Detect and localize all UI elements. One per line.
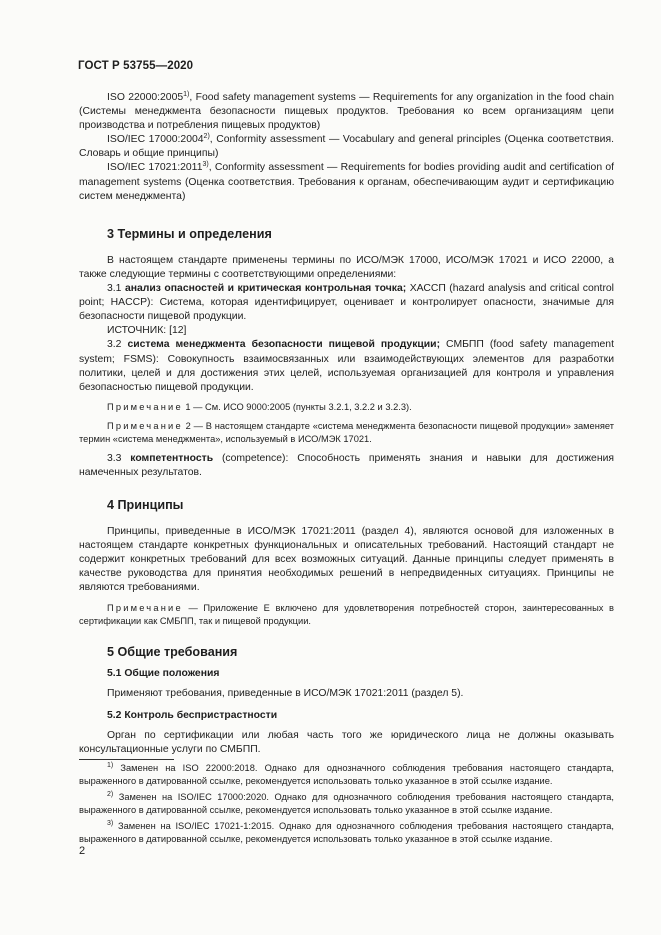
section-4-note: Примечание — Приложение Е включено для удовлетворения потребностей сторон, заинтересованных в сертификации как СМБПП, так и пищевой продукции. [79, 602, 614, 626]
reference-iso-iec-17000: ISO/IEC 17000:2004$^{2)}$, Conformity assessment — Vocabulary and general principles (Оценка соответствия. Словарь и общие принципы) [79, 133, 614, 160]
note-label: Примечание [107, 401, 183, 412]
subsection-5-2-text: Орган по сертификации или любая часть того же юридического лица не должны оказывать консультационные услуги по СМБПП. [79, 729, 614, 755]
reference-iso-22000: ISO 22000:2005$^{1)}$, Food safety management systems — Requirements for any organization in the food chain (Системы менеджмента безопасности пищевых продуктов. Требования ко всем организациям цепи производства и потребления пищевых продуктов) [79, 91, 614, 132]
footnote-1: $^{1)}$ Заменен на ISO 22000:2018. Однако для однозначного соблюдения требования настоящего стандарта, выраженного в датированной ссылке, рекомендуется использовать только указанное в этой ссылке издание. [79, 762, 614, 786]
note-2: Примечание 2 — В настоящем стандарте «система менеджмента безопасности пищевой продукции» заменяет термин «система менеджмента», используемый в ИСО/МЭК 17021. [79, 420, 614, 444]
term-3-1: 3.1 анализ опасностей и критическая контрольная точка; ХАССП (hazard analysis and critical control point; HACCP): Система, которая идентифицирует, оценивает и контролирует опасности, значимые для безопасности пищевой продукции. [79, 283, 614, 323]
section-4-paragraph: Принципы, приведенные в ИСО/МЭК 17021:2011 (раздел 4), являются основой для изложенных в настоящем стандарте конкретных функциональных и описательных требований. Настоящий стандарт не содержит конкретных требований для всех возможных ситуаций. Данные принципы следует применять в качестве руководства для принятия необходимых решений в непредвиденных ситуациях. Принципы не являются требованиями. [79, 526, 614, 594]
footnote-2: $^{2)}$ Заменен на ISO/IEC 17000:2020. Однако для однозначного соблюдения требования настоящего стандарта, выраженного в датированной ссылке, рекомендуется использовать только указанное в этой ссылке издание. [79, 791, 614, 815]
footnote-ref: 3) [202, 161, 209, 169]
term-name: анализ опасностей и критическая контрольная точка; [124, 283, 407, 295]
section-3-heading: 3 Термины и определения [107, 226, 272, 241]
term-3-2: 3.2 система менеджмента безопасности пищевой продукции; СМБПП (food safety management system; FSMS): Совокупность взаимосвязанных или взаимодействующих элементов для разработки политики, целей и для достижения этих целей, используемая организацией для контроля и управления безопасностью пищевой продукции. [79, 339, 614, 393]
subsection-5-2-heading: 5.2 Контроль беспристрастности [107, 709, 278, 721]
footnote-separator [79, 759, 174, 760]
footnote-ref: 1) [183, 91, 190, 98]
page-body [79, 91, 614, 757]
note-label: Примечание [107, 420, 183, 431]
term-source: ИСТОЧНИК: [12] [107, 325, 187, 337]
section-3-intro: В настоящем стандарте применены термины по ИСО/МЭК 17000, ИСО/МЭК 17021 и ИСО 22000, а также следующие термины с соответствующими определениями: [79, 254, 614, 280]
note-1: Примечание 1 — См. ИСО 9000:2005 (пункты 3.2.1, 3.2.2 и 3.2.3). [107, 401, 412, 412]
term-name: компетентность [130, 452, 214, 464]
section-5-heading: 5 Общие требования [107, 644, 238, 659]
footnote-ref: 2) [203, 133, 210, 141]
running-header: ГОСТ Р 53755—2020 [78, 60, 194, 72]
subsection-5-1-heading: 5.1 Общие положения [107, 667, 220, 679]
note-label: Примечание [107, 602, 183, 613]
footnotes [79, 762, 614, 846]
subsection-5-1-text: Применяют требования, приведенные в ИСО/МЭК 17021:2011 (раздел 5). [107, 687, 464, 699]
term-3-3: 3.3 компетентность (competence): Способность применять знания и навыки для достижения намеченных результатов. [79, 452, 614, 478]
reference-iso-iec-17021: ISO/IEC 17021:2011$^{3)}$, Conformity assessment — Requirements for bodies providing audit and certification of management systems (Оценка соответствия. Требования к органам, обеспечивающим аудит и сертификацию систем менеджмента) [79, 161, 614, 202]
section-4-heading: 4 Принципы [107, 497, 184, 512]
page-number: 2 [79, 845, 86, 857]
footnote-3: $^{3)}$ Заменен на ISO/IEC 17021-1:2015. Однако для однозначного соблюдения требования настоящего стандарта, выраженного в датированной ссылке, рекомендуется использовать только указанное в этой ссылке издание. [79, 820, 614, 844]
term-name: система менеджмента безопасности пищевой продукции; [127, 339, 441, 351]
